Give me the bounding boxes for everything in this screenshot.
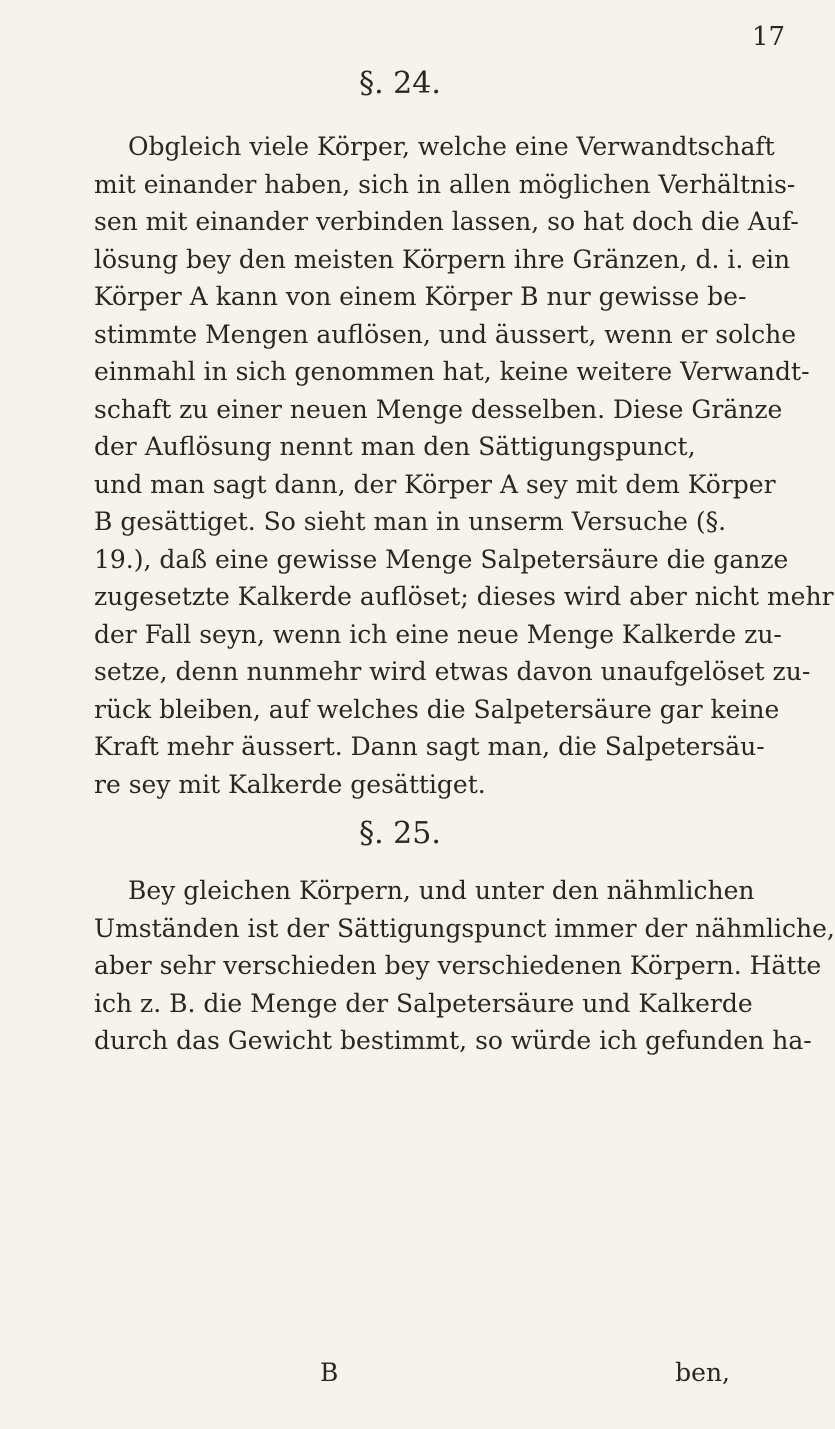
text-line: Obgleich viele Körper, welche eine Verwandtschaft: [128, 132, 775, 161]
text-line: stimmte Mengen auflösen, und äussert, wenn er solche: [94, 319, 797, 349]
signature-mark: B: [320, 1358, 339, 1387]
text-line: 19.), daß eine gewisse Menge Salpetersäure die ganze: [94, 544, 789, 574]
text-line: der Fall seyn, wenn ich eine neue Menge Kalkerde zu-: [94, 619, 782, 649]
section-heading-25: §. 25.: [359, 816, 441, 851]
text-line: aber sehr verschieden bey verschiedenen Körpern. Hätte: [94, 951, 822, 980]
section-heading-24: §. 24.: [359, 66, 441, 101]
text-line: re sey mit Kalkerde gesättiget.: [94, 769, 486, 799]
text-line: lösung bey den meisten Körpern ihre Gränzen, d. i. ein: [94, 244, 791, 274]
page-footer: [94, 1358, 744, 1394]
text-line: setze, denn nunmehr wird etwas davon unaufgelöset zu-: [94, 657, 811, 686]
text-line: ich z. B. die Menge der Salpetersäure und Kalkerde: [94, 988, 753, 1018]
text-line: sen mit einander verbinden lassen, so hat doch die Auf-: [94, 207, 799, 236]
text-line: Kraft mehr äussert. Dann sagt man, die Salpetersäu-: [94, 732, 765, 761]
text-line: schaft zu einer neuen Menge desselben. Diese Gränze: [94, 394, 783, 424]
catchword: ben,: [675, 1358, 730, 1387]
text-line: einmahl in sich genommen hat, keine weitere Verwandt-: [94, 357, 810, 386]
text-line: und man sagt dann, der Körper A sey mit dem Körper: [94, 469, 776, 499]
text-line: rück bleiben, auf welches die Salpetersäure gar keine: [94, 694, 780, 724]
page-number: 17: [752, 22, 786, 52]
text-line: der Auflösung nennt man den Sättigungspunct,: [94, 432, 696, 461]
text-line: B gesättiget. So sieht man in unserm Versuche (§.: [94, 507, 727, 536]
text-line: zugesetzte Kalkerde auflöset; dieses wird aber nicht mehr: [94, 582, 834, 611]
text-line: Körper A kann von einem Körper B nur gewisse be-: [94, 282, 747, 311]
paragraph-section-25: [94, 872, 835, 1060]
paragraph-section-24: [94, 128, 834, 803]
text-line: Umständen ist der Sättigungspunct immer der nähmliche,: [94, 913, 835, 943]
text-line: durch das Gewicht bestimmt, so würde ich gefunden ha-: [94, 1026, 812, 1055]
text-line: mit einander haben, sich in allen möglichen Verhältnis-: [94, 169, 796, 199]
text-line: Bey gleichen Körpern, und unter den nähmlichen: [128, 876, 755, 905]
